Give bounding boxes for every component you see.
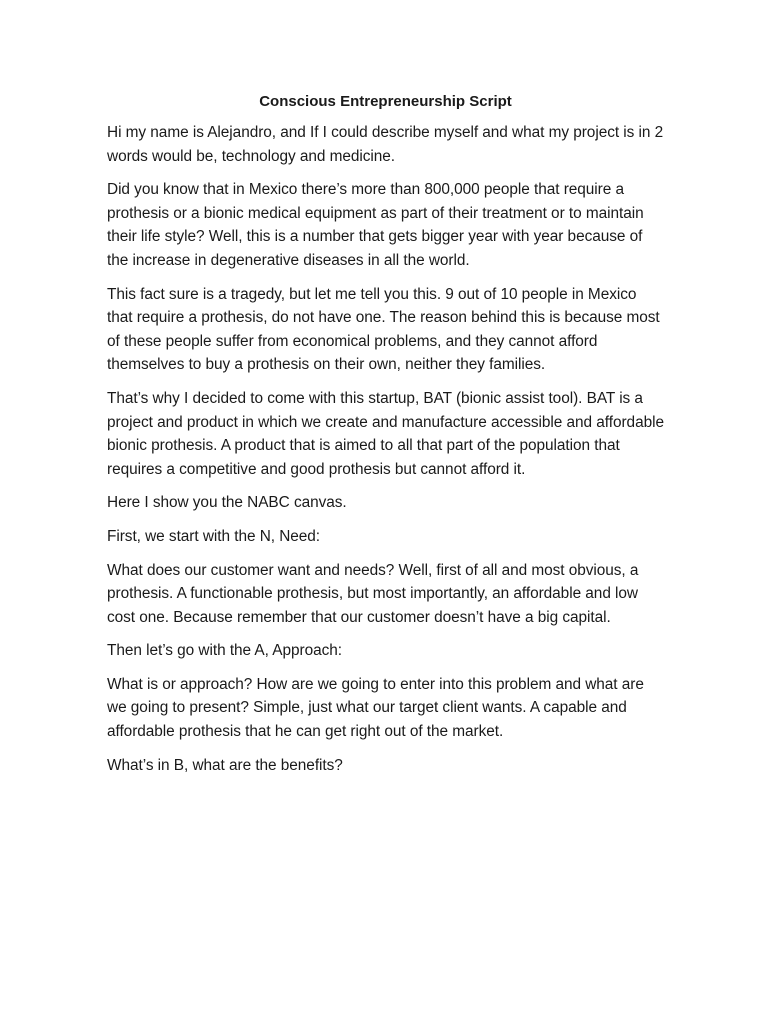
paragraph-intro: Hi my name is Alejandro, and If I could describe myself and what my project is in 2 words would be, technology and medicine. [107, 124, 664, 165]
paragraph-benefits-heading: What’s in B, what are the benefits? [107, 756, 343, 774]
document-title: Conscious Entrepreneurship Script [259, 93, 512, 110]
paragraph-startup: That’s why I decided to come with this startup, BAT (bionic assist tool). BAT is a project and product in which we create and manufacture accessible and affordable bionic prothesis. A product that is aimed to all that part of the population that requires a competitive and good prothesis but cannot afford it. [107, 389, 664, 478]
paragraph-approach-heading: Then let’s go with the A, Approach: [107, 642, 342, 660]
paragraph-approach: What is or approach? How are we going to enter into this problem and what are we going to present? Simple, just what our target client wants. A capable and affordable prothesis that he can get right out of the market. [107, 675, 644, 741]
paragraph-need: What does our customer want and needs? Well, first of all and most obvious, a prothesis. A functionable prothesis, but most importantly, an affordable and low cost one. Because remember that our customer doesn’t have a big capital. [107, 561, 639, 626]
paragraph-tragedy: This fact sure is a tragedy, but let me tell you this. 9 out of 10 people in Mexico that require a prothesis, do not have one. The reason behind this is because most of these people suffer from economical problems, and they cannot afford themselves to buy a prothesis on their own, neither they families. [107, 285, 660, 374]
paragraph-need-heading: First, we start with the N, Need: [107, 527, 321, 545]
paragraph-canvas: Here I show you the NABC canvas. [107, 494, 347, 512]
paragraph-statistic: Did you know that in Mexico there’s more than 800,000 people that require a prothesis or a bionic medical equipment as part of their treatment or to maintain their life style? Well, this is a number that gets bigger year with year because of the increase in degenerative diseases in all the world. [107, 181, 644, 269]
